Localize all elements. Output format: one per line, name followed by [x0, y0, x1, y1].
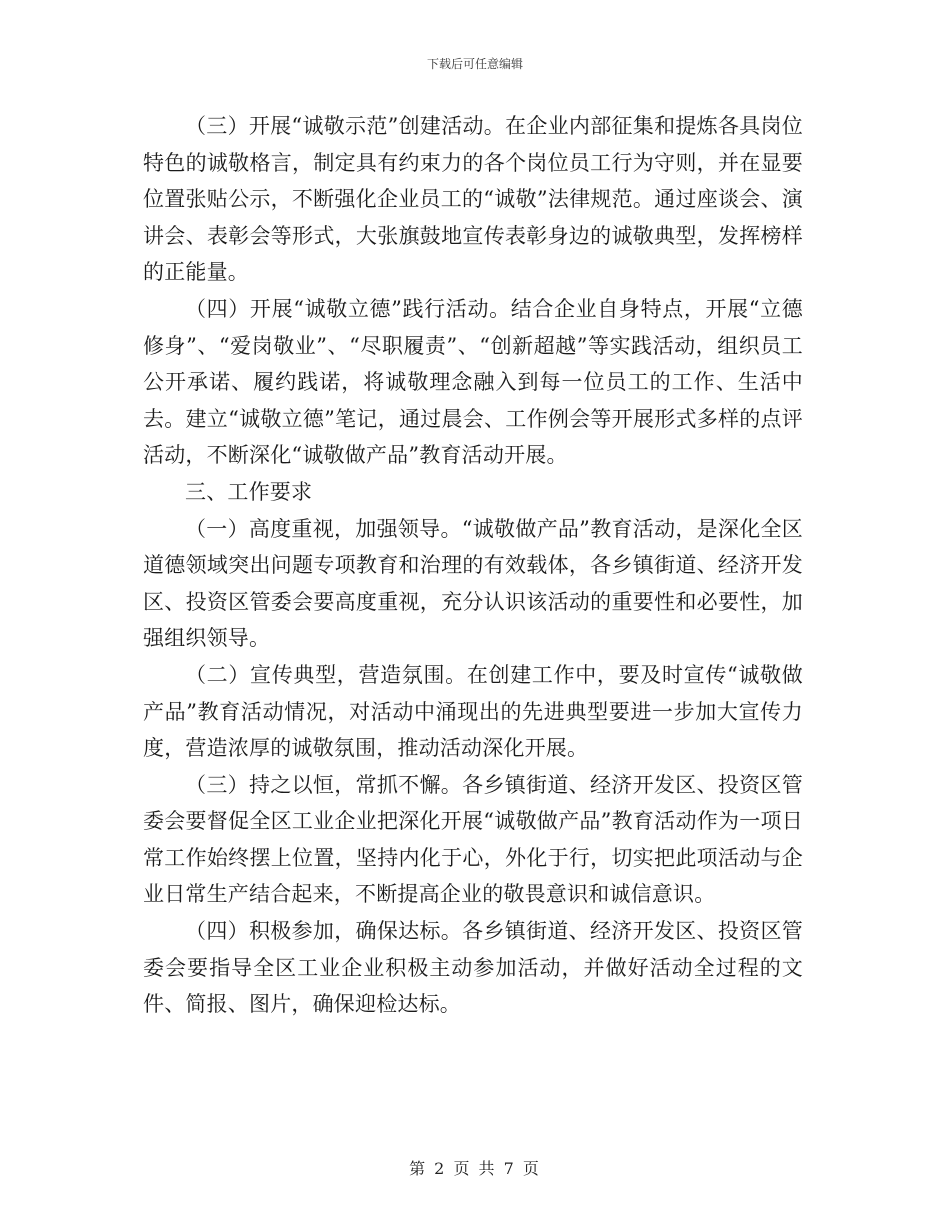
page-header: 下载后可任意编辑: [426, 57, 523, 71]
section-heading-work-requirements: 三、工作要求: [185, 479, 313, 504]
paragraph-section-4-practice: （四）开展“诚敬立德”践行活动。结合企业自身特点，开展“立德修身”、“爱岗敬业”、“尽职履责”、“创新超越”等实践活动，组织员工公开承诺、履约践诺，将诚敬理念融入到每一位员工的工作、生活中去。建立“诚敬立德”笔记，通过晨会、工作例会等开展形式多样的点评活动，不断深化“诚敬做产品”教育活动开展。: [143, 296, 803, 468]
document-body: [143, 108, 803, 1023]
paragraph-requirement-2: （二）宣传典型，营造氛围。在创建工作中，要及时宣传“诚敬做产品”教育活动情况，对活动中涌现出的先进典型要进一步加大宣传力度，营造浓厚的诚敬氛围，推动活动深化开展。: [143, 662, 803, 761]
paragraph-section-3-demonstration: （三）开展“诚敬示范”创建活动。在企业内部征集和提炼各具岗位特色的诚敬格言，制定具有约束力的各个岗位员工行为守则，并在显要位置张贴公示，不断强化企业员工的“诚敬”法律规范。通过座谈会、演讲会、表彰会等形式，大张旗鼓地宣传表彰身边的诚敬典型，发挥榜样的正能量。: [143, 114, 803, 285]
paragraph-requirement-4: （四）积极参加，确保达标。各乡镇街道、经济开发区、投资区管委会要指导全区工业企业积极主动参加活动，并做好活动全过程的文件、简报、图片，确保迎检达标。: [143, 919, 803, 1017]
paragraph-requirement-1: （一）高度重视，加强领导。“诚敬做产品”教育活动，是深化全区道德领域突出问题专项教育和治理的有效载体，各乡镇街道、经济开发区、投资区管委会要高度重视，充分认识该活动的重要性和必要性，加强组织领导。: [143, 516, 803, 651]
page-number-footer: 第 2 页 共 7 页: [409, 1159, 541, 1178]
paragraph-requirement-3: （三）持之以恒，常抓不懈。各乡镇街道、经济开发区、投资区管委会要督促全区工业企业把深化开展“诚敬做产品”教育活动作为一项日常工作始终摆上位置，坚持内化于心，外化于行，切实把此项活动与企业日常生产结合起来，不断提高企业的敬畏意识和诚信意识。: [143, 772, 803, 907]
